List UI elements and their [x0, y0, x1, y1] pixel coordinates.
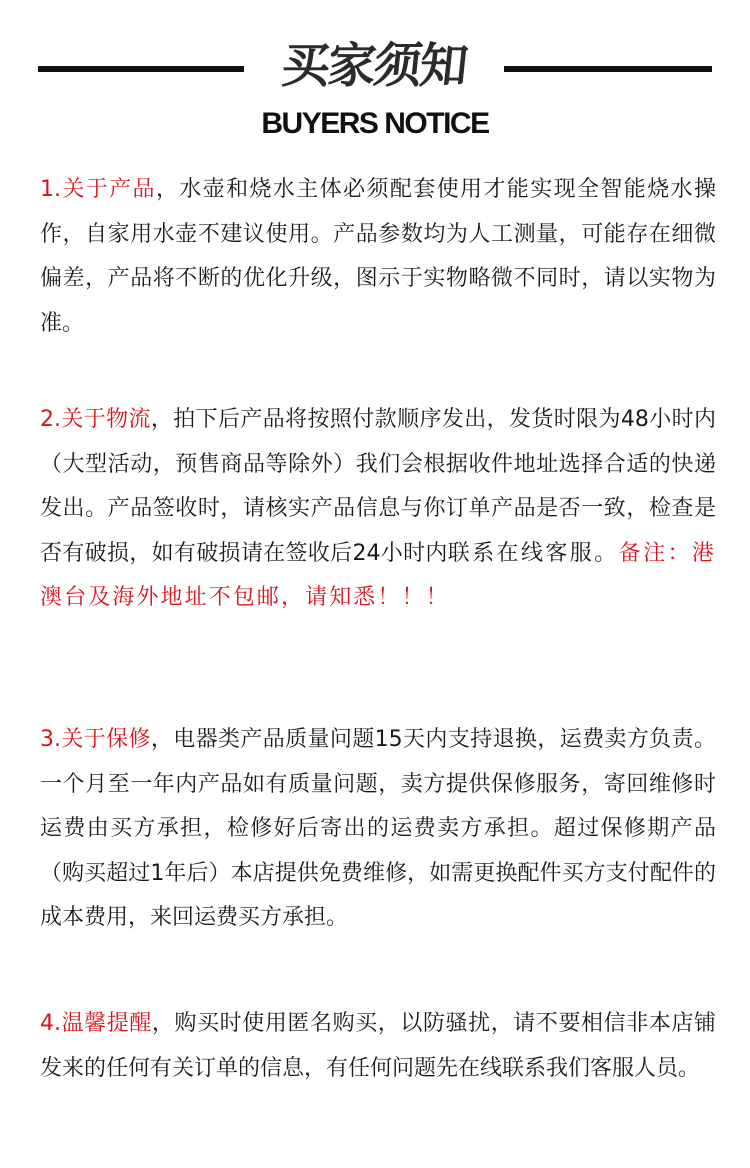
section-heading: 3.关于保修: [40, 727, 151, 752]
section-body: ，购买时使用匿名购买，以防骚扰，请不要相信非本店铺发来的任何有关订单的信息，有任何问题先在线联系我们客服人员。: [40, 1011, 716, 1081]
section-warranty: [40, 718, 716, 941]
section-heading: 2.关于物流: [40, 407, 151, 432]
section-body: ，电器类产品质量问题15天内支持退换，运费卖方负责。一个月至一年内产品如有质量问题，卖方提供保修服务，寄回维修时运费由买方承担，检修好后寄出的运费卖方承担。超过保修期产品（购买超过1年后）本店提供免费维修，如需更换配件买方支付配件的成本费用，来回运费买方承担。: [40, 727, 716, 931]
notice-header: [0, 0, 750, 140]
section-product: [40, 168, 716, 346]
section-reminder: [40, 1002, 716, 1091]
shipping-note: 备注：港澳台及海外地址不包邮，请知悉！！！: [40, 540, 717, 611]
section-body: ，水壶和烧水主体必须配套使用才能实现全智能烧水操作，自家用水壶不建议使用。产品参数均为人工测量，可能存在细微偏差，产品将不断的优化升级，图示于实物略微不同时，请以实物为准。: [40, 177, 716, 336]
page-subtitle: BUYERS NOTICE: [261, 107, 489, 140]
section-body-tail: 联系在线客服。: [447, 540, 619, 566]
header-divider-left: [38, 66, 244, 72]
section-heading: 1.关于产品: [40, 177, 156, 202]
section-logistics: [40, 398, 716, 621]
section-body: ，拍下后产品将按照付款顺序发出，发货时限为48小时内（大型活动，预售商品等除外）我们会根据收件地址选择合适的快递发出。产品签收时，请核实产品信息与你订单产品是否一致，检查是否有破损，如有破损请在签收后24小时内: [40, 407, 716, 566]
page-title: 买家须知: [279, 38, 469, 94]
header-divider-right: [504, 66, 712, 72]
section-heading: 4.温馨提醒: [40, 1011, 152, 1036]
